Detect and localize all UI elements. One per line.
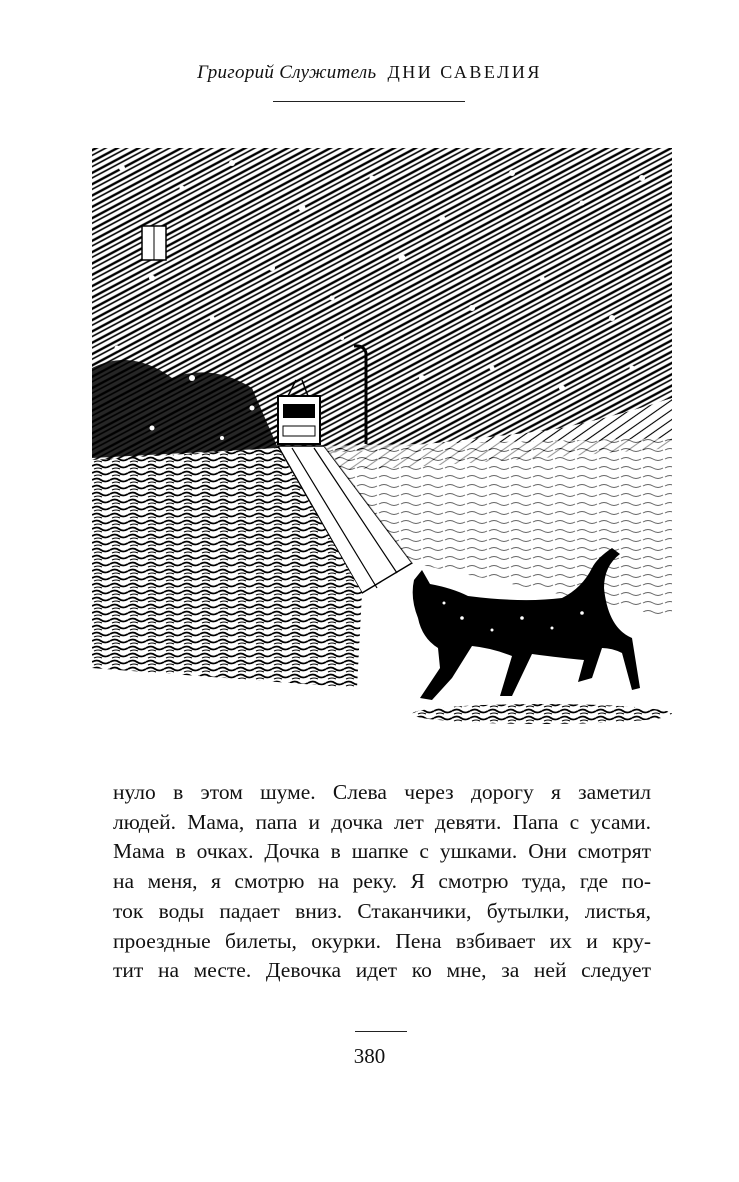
- header-author: Григорий Служитель: [197, 62, 377, 83]
- header-divider: [273, 101, 465, 102]
- text-line: нуло в этом шуме. Слева через дорогу я заметил: [113, 780, 651, 804]
- text-line: людей. Мама, папа и дочка лет девяти. Папа с усами.: [113, 809, 651, 834]
- text-line: ток воды падает вниз. Стаканчики, бутылки, листья,: [113, 898, 651, 923]
- text-line: Мама в очках. Дочка в шапке с ушками. Они смотрят: [113, 839, 651, 864]
- text-line: на меня, я смотрю на реку. Я смотрю туда, где по-: [113, 869, 651, 894]
- running-header: [0, 62, 739, 84]
- page-number: 380: [353, 1044, 386, 1068]
- header-book-title: ДНИ САВЕЛИЯ: [387, 62, 542, 82]
- winter-street-cat-illustration: [92, 148, 672, 732]
- text-line: проездные билеты, окурки. Пена взбивает их и кру-: [113, 928, 651, 953]
- text-line: тит на месте. Девочка идет ко мне, за ней следует: [113, 958, 651, 983]
- footer-divider: [355, 1031, 407, 1032]
- body-paragraph: [113, 778, 651, 986]
